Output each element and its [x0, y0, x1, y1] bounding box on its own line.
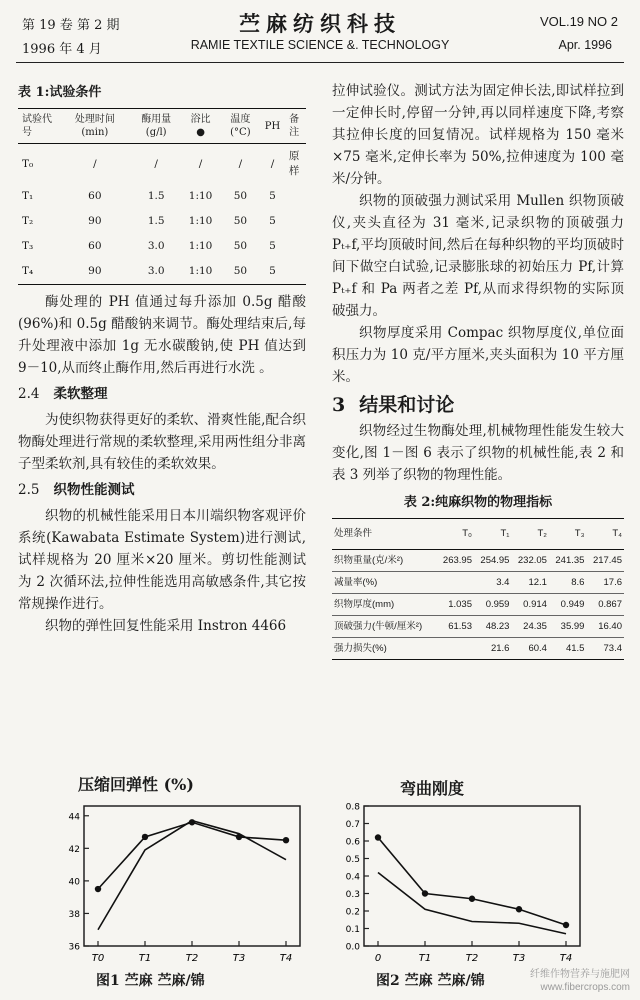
- date-cn: 1996 年 4 月: [22, 42, 102, 57]
- table-cell: [437, 638, 474, 660]
- figure1-chart: [50, 796, 320, 976]
- section-heading-3: [332, 394, 624, 416]
- data-point: [422, 890, 428, 896]
- table-cell: 0.914: [511, 594, 548, 616]
- data-point: [142, 834, 148, 840]
- table-cell: T₂: [22, 215, 34, 227]
- table-cell: T₄: [18, 259, 60, 285]
- figure2: [330, 796, 600, 976]
- table-cell: 5: [269, 190, 276, 202]
- table-cell: 0.959: [474, 594, 511, 616]
- section-heading-2-5: [18, 479, 306, 501]
- table-cell: 90: [60, 259, 129, 285]
- series-line: [378, 873, 566, 934]
- x-tick-label: T1: [418, 953, 432, 964]
- y-tick-label: 44: [68, 812, 80, 823]
- table2: [332, 518, 624, 660]
- y-tick-label: 0.6: [345, 837, 360, 848]
- table-cell: 3.4: [474, 572, 511, 594]
- section-number: 3: [332, 394, 346, 416]
- table2-header: T₀: [437, 519, 474, 550]
- table-cell: 8.6: [549, 572, 586, 594]
- table1-header-row: [18, 109, 306, 144]
- watermark-line: www.fibercrops.com: [540, 982, 630, 993]
- table2-header: T₄: [586, 519, 624, 550]
- table-cell: 16.40: [586, 616, 624, 638]
- date-en: Apr. 1996: [558, 38, 612, 52]
- table-row: [18, 209, 306, 234]
- table-cell: 35.99: [549, 616, 586, 638]
- y-tick-label: 0.4: [345, 872, 360, 883]
- table-cell: 50: [218, 259, 263, 285]
- table-cell: 织物厚度(mm): [332, 594, 437, 616]
- table-cell: 50: [233, 215, 248, 227]
- data-point: [95, 886, 101, 892]
- table-cell: 减量率(%): [332, 572, 437, 594]
- table-cell: 217.45: [586, 550, 624, 572]
- table-row: [18, 259, 306, 285]
- table-cell: 254.95: [474, 550, 511, 572]
- paragraph: 拉伸试验仪。测试方法为固定伸长法,即试样拉到一定伸长时,停留一分钟,再以同样速度下降,考察其拉伸长度的回复情况。试样规格为 150 毫米×75 毫米,定伸长率为 50%,拉伸速度为 100 毫米/分钟。: [332, 83, 624, 187]
- x-tick-label: T2: [185, 953, 199, 964]
- table1-header: 处理时间 (min): [60, 109, 129, 144]
- y-tick-label: 0.3: [345, 890, 360, 900]
- y-tick-label: 0.7: [345, 820, 360, 830]
- table-cell: T₃: [22, 240, 34, 252]
- table-cell: 3.0: [147, 240, 165, 252]
- section-title: 织物性能测试: [53, 482, 135, 498]
- figure2-caption: 图2 苎麻 苎麻/锦: [376, 973, 485, 989]
- data-point: [469, 896, 475, 902]
- table-cell: 232.05: [511, 550, 548, 572]
- table-cell: 48.23: [474, 616, 511, 638]
- page-header: [0, 8, 640, 70]
- x-tick-label: T3: [232, 953, 246, 964]
- table-cell: /: [93, 157, 97, 170]
- table2-header: T₁: [474, 519, 511, 550]
- paragraph: 为使织物获得更好的柔软、滑爽性能,配合织物酶处理进行常规的柔软整理,采用两性组分非离子型柔软剂,具有较佳的柔软效果。: [18, 412, 306, 472]
- table-cell: 织物重量(克/米²): [332, 550, 437, 572]
- table-cell: 原样: [288, 150, 300, 177]
- table-cell: [282, 259, 306, 285]
- paragraph: 织物的顶破强力测试采用 Mullen 织物顶破仪,夹头直径为 31 毫米,记录织物的顶破强力 Pₜ₊f,平均顶破时间,然后在每种织物的平均顶破时间下做空白试验,记录膨胀球的初始压力 Pf,计算 Pₜ₊f 和 Pa 两者之差 Pf,从而求得织物的实际顶破强力。: [332, 193, 624, 319]
- table-cell: 21.6: [474, 638, 511, 660]
- section-title: 结果和讨论: [359, 394, 455, 416]
- table-cell: 1.5: [147, 215, 165, 227]
- paragraph: 织物经过生物酶处理,机械物理性能发生较大变化,图 1－图 6 表示了织物的机械性能,表 2 和表 3 列举了织物的物理性能。: [332, 423, 624, 483]
- journal-title-en: RAMIE TEXTILE SCIENCE &. TECHNOLOGY: [190, 38, 450, 52]
- section-heading-2-4: [18, 383, 306, 405]
- series-line: [98, 822, 286, 889]
- table-cell: 241.35: [549, 550, 586, 572]
- table-cell: 1:10: [183, 259, 218, 285]
- table-cell: 41.5: [549, 638, 586, 660]
- table-row: [332, 616, 624, 638]
- y-tick-label: 0.1: [345, 925, 360, 935]
- table1-header: 浴比 ●: [183, 109, 218, 144]
- right-column: [332, 80, 624, 660]
- y-tick-label: 0.0: [345, 942, 360, 953]
- table-cell: /: [238, 157, 243, 170]
- table-cell: 50: [233, 240, 248, 252]
- x-tick-label: T4: [279, 953, 293, 964]
- table1-header: 温度 (°C): [218, 109, 263, 144]
- table-cell: 5: [269, 240, 276, 252]
- table-cell: 50: [233, 190, 248, 202]
- watermark: [530, 968, 630, 994]
- header-rule: [16, 62, 624, 63]
- figure2-chart: [330, 796, 600, 976]
- table-cell: /: [154, 157, 158, 170]
- table-row: [332, 550, 624, 572]
- data-point: [375, 834, 381, 840]
- table1-header: 酶用量 (g/l): [129, 109, 183, 144]
- table-cell: 90: [88, 215, 102, 227]
- table2-header-row: [332, 519, 624, 550]
- x-tick-label: T4: [559, 953, 573, 964]
- series-line: [378, 838, 566, 926]
- table2-caption: 表 2:纯麻织物的物理指标: [403, 495, 553, 510]
- table-cell: 17.6: [586, 572, 624, 594]
- table-cell: 1.5: [147, 190, 165, 202]
- y-tick-label: 36: [68, 942, 80, 953]
- table-cell: 73.4: [586, 638, 624, 660]
- data-point: [516, 906, 522, 912]
- table-cell: T₁: [22, 190, 34, 202]
- table-cell: 5: [269, 215, 276, 227]
- data-point: [563, 922, 569, 928]
- x-tick-label: 0: [374, 953, 382, 964]
- table-cell: 60.4: [511, 638, 548, 660]
- table-cell: 263.95: [437, 550, 474, 572]
- table-row: [332, 594, 624, 616]
- data-point: [283, 837, 289, 843]
- vol-issue-cn: 第 19 卷 第 2 期: [22, 18, 120, 33]
- table-cell: 顶破强力(牛顿/厘米²): [332, 616, 437, 638]
- vol-issue-en: VOL.19 NO 2: [539, 14, 618, 29]
- table-row: [332, 638, 624, 660]
- table-cell: 0.867: [586, 594, 624, 616]
- table-cell: 1:10: [188, 190, 213, 202]
- table-cell: /: [270, 157, 275, 170]
- table-cell: [437, 572, 474, 594]
- table1-header: 备注: [282, 109, 306, 144]
- table-row: [18, 144, 306, 185]
- table-cell: 61.53: [437, 616, 474, 638]
- journal-title-cn: 苎麻纺织科技: [239, 11, 401, 36]
- y-tick-label: 38: [68, 909, 80, 920]
- y-tick-label: 0.8: [345, 802, 360, 813]
- table1: [18, 108, 306, 285]
- table2-header: T₃: [549, 519, 586, 550]
- table1-header: 试验代号: [18, 109, 60, 144]
- table1-caption: 表 1:试验条件: [18, 85, 102, 100]
- table-cell: 5: [263, 259, 282, 285]
- table-cell: 1:10: [188, 215, 213, 227]
- figure1-caption: 图1 苎麻 苎麻/锦: [96, 973, 205, 989]
- table2-header: T₂: [511, 519, 548, 550]
- table1-header: PH: [263, 109, 282, 144]
- y-tick-label: 42: [68, 844, 80, 855]
- table-cell: 1:10: [188, 240, 213, 252]
- watermark-line: 纤维作物营养与施肥网: [530, 969, 630, 980]
- table-cell: 强力损失(%): [332, 638, 437, 660]
- table-cell: T₀: [22, 157, 34, 170]
- table2-header: 处理条件: [332, 519, 437, 550]
- paragraph: 织物厚度采用 Compac 织物厚度仪,单位面积压力为 10 克/平方厘米,夹头面积为 10 平方厘米。: [332, 325, 624, 385]
- x-tick-label: T1: [138, 953, 152, 964]
- x-tick-label: T2: [465, 953, 479, 964]
- section-number: 2.4: [18, 386, 40, 402]
- x-tick-label: T0: [91, 953, 105, 964]
- table-cell: 24.35: [511, 616, 548, 638]
- plot-frame: [364, 806, 580, 946]
- paragraph: 织物的弹性回复性能采用 Instron 4466: [45, 618, 287, 634]
- table-row: [332, 572, 624, 594]
- y-tick-label: 40: [68, 877, 80, 888]
- table-cell: 3.0: [129, 259, 183, 285]
- y-tick-label: 0.5: [345, 855, 360, 865]
- series-line: [98, 821, 286, 930]
- table-cell: 60: [88, 240, 102, 252]
- left-column: [18, 80, 306, 637]
- paragraph: 织物的机械性能采用日本川端织物客观评价系统(Kawabata Estimate System)进行测试,试样规格为 20 厘米×20 厘米。剪切性能测试为 2 次循环法,拉伸性能选用高敏感条件,其它按常规操作进行。: [18, 508, 306, 612]
- table-row: [18, 234, 306, 259]
- table-cell: /: [198, 157, 203, 170]
- y-tick-label: 0.2: [345, 907, 360, 918]
- table-cell: 0.949: [549, 594, 586, 616]
- table-row: [18, 184, 306, 209]
- table-cell: 1.035: [437, 594, 474, 616]
- figure2-title: 弯曲刚度: [400, 779, 465, 798]
- table-cell: [282, 209, 306, 234]
- plot-frame: [84, 806, 300, 946]
- section-number: 2.5: [18, 482, 40, 498]
- figure1: [50, 796, 320, 976]
- figure1-title: 压缩回弹性 (%): [78, 775, 194, 794]
- paragraph: 酶处理的 PH 值通过每升添加 0.5g 醋酸(96%)和 0.5g 醋酸钠来调节。酶处理结束后,每升处理液中添加 1g 无水碳酸钠,使 PH 值达到 9－10,从而终止酶作用,然后再进行水洗 。: [18, 294, 306, 376]
- table-cell: 12.1: [511, 572, 548, 594]
- section-title: 柔软整理: [53, 386, 108, 402]
- table-cell: [282, 184, 306, 209]
- table-cell: 60: [88, 190, 102, 202]
- x-tick-label: T3: [512, 953, 526, 964]
- table-cell: [282, 234, 306, 259]
